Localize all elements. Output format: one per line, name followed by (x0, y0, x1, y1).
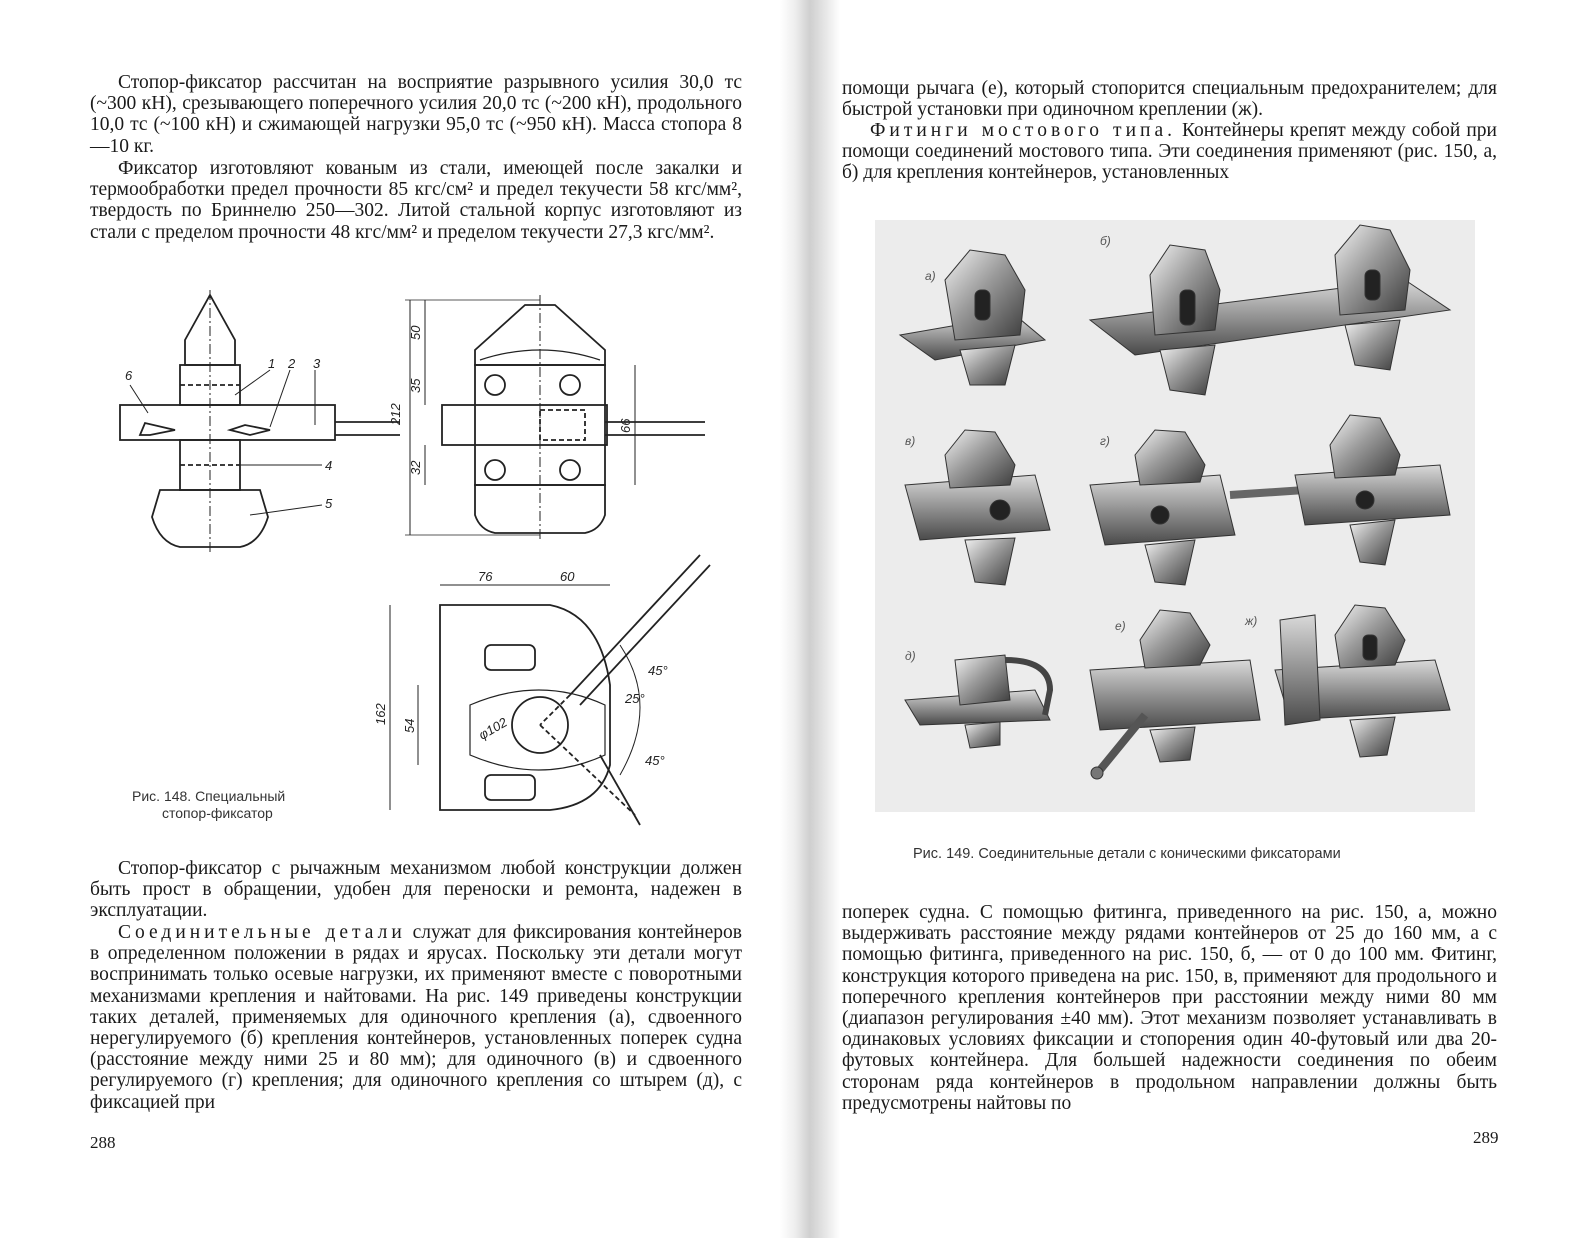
right-paragraph-3: поперек судна. С помощью фитинга, приведенного на рис. 150, а, можно выдерживать расстояние между рядами контейнеров от 25 до 160 мм, а с помощью фитинга, приведенного на рис. 150, б, — от 0 до 100 мм. Фитинг, конструкция которого приведена на рис. 150, в, применяют для продольного и поперечного крепления контейнеров при расстоянии между ними 80 мм (диапазон регулирования ±40 мм). Этот механизм позволяет устанавливать в одинаковых условиях фиксации и стопорения один 40-футовый или два 20-футовых контейнера. Для большей надежности соединения по обеим сторонам ряда контейнеров в продольном направлении должны быть предусмотрены найтовы по (842, 902, 1497, 1114)
section-heading-bridge-fittings: Фитинги мостового типа. (870, 120, 1176, 141)
left-paragraph-2: Фиксатор изготовляют кованым из стали, имеющей после закалки и термообработки предел прочности 85 кгс/см² и предел текучести 58 кгс/мм², твердость по Бриннелю 250—302. Литой стальной корпус изготовляют из стали с пределом прочности 48 кгс/мм² и пределом текучести 27,3 кгс/мм². (90, 158, 742, 243)
photo-label-v: в) (905, 434, 916, 448)
dim-60: 60 (560, 569, 575, 584)
right-paragraph-1: помощи рычага (е), который стопорится специальным предохранителем; для быстрой установки при одиночном креплении (ж). (842, 78, 1497, 121)
label-5: 5 (325, 496, 333, 511)
section-heading-connecting-parts: Соединительные детали (118, 922, 406, 943)
figure-148-caption-line2: стопор-фиксатор (162, 805, 273, 821)
dim-angle-45-bottom: 45° (645, 753, 665, 768)
left-paragraph-1: Стопор-фиксатор рассчитан на восприятие разрывного усилия 30,0 тс (~300 кН), срезывающего поперечного усилия 20,0 тс (~200 кН), продольного 10,0 тс (~100 кН) и сжимающей нагрузки 95,0 тс (~950 кН). Масса стопора 8—10 кг. (90, 72, 742, 157)
figure-149-caption: Рис. 149. Соединительные детали с коническими фиксаторами (913, 846, 1341, 862)
page-number-right: 289 (1473, 1128, 1499, 1147)
figure-149-illustration (875, 220, 1475, 812)
label-2: 2 (288, 356, 296, 371)
photo-label-zh: ж) (1245, 614, 1258, 628)
dim-50: 50 (408, 325, 423, 340)
dim-66: 66 (618, 418, 633, 433)
page-number-left: 288 (90, 1133, 116, 1152)
dim-212: 212 (388, 403, 403, 425)
photo-label-b: б) (1100, 234, 1111, 248)
photo-label-a: а) (925, 269, 936, 283)
dim-phi102: φ102 (476, 714, 510, 743)
photo-label-d: д) (905, 649, 916, 663)
dim-angle-45-top: 45° (648, 663, 668, 678)
left-paragraph-3: Стопор-фиксатор с рычажным механизмом любой конструкции должен быть прост в обращении, удобен для переноски и ремонта, надежен в эксплуатации. (90, 858, 742, 922)
right-paragraph-2 (842, 120, 1497, 184)
label-4: 4 (325, 458, 333, 473)
left-page (0, 0, 790, 1238)
right-paragraph-2-text: Контейнеры крепят между собой при помощи соединений мостового типа. Эти соединения применяют (рис. 150, а, б) для крепления контейнеров, установленных (842, 120, 1497, 184)
dim-54: 54 (402, 718, 417, 733)
dim-32: 32 (408, 460, 423, 475)
label-1: 1 (268, 356, 276, 371)
fig148-bottom-dims (373, 569, 668, 768)
photo-label-g: г) (1100, 434, 1110, 448)
dim-162: 162 (373, 703, 388, 725)
dim-angle-25: 25° (625, 691, 645, 706)
figure-148-caption-line1: Рис. 148. Специальный (132, 788, 286, 804)
figure-149-photo (875, 220, 1475, 812)
photo-label-e: е) (1115, 619, 1126, 633)
dim-76: 76 (478, 569, 493, 584)
left-paragraph-4-text: служат для фиксирования контейнеров в определенном положении в рядах и ярусах. Поскольку эти детали могут воспринимать только осевые нагрузки, их применяют вместе с поворотными механизмами крепления и найтовами. На рис. 149 приведены конструкции таких деталей, применяемых для одиночного крепления (а), сдвоенного нерегулируемого (б) крепления контейнеров, установленных поперек судна (расстояние между ними 25 и 80 мм); для одиночного (в) и сдвоенного регулируемого (г) крепления; для одиночного крепления со штырем (д), с фиксацией при (90, 922, 742, 1113)
label-3: 3 (313, 356, 321, 371)
dim-35: 35 (408, 378, 423, 393)
label-6: 6 (125, 368, 133, 383)
figure-148-drawing (100, 285, 720, 835)
left-paragraph-4 (90, 922, 742, 1113)
